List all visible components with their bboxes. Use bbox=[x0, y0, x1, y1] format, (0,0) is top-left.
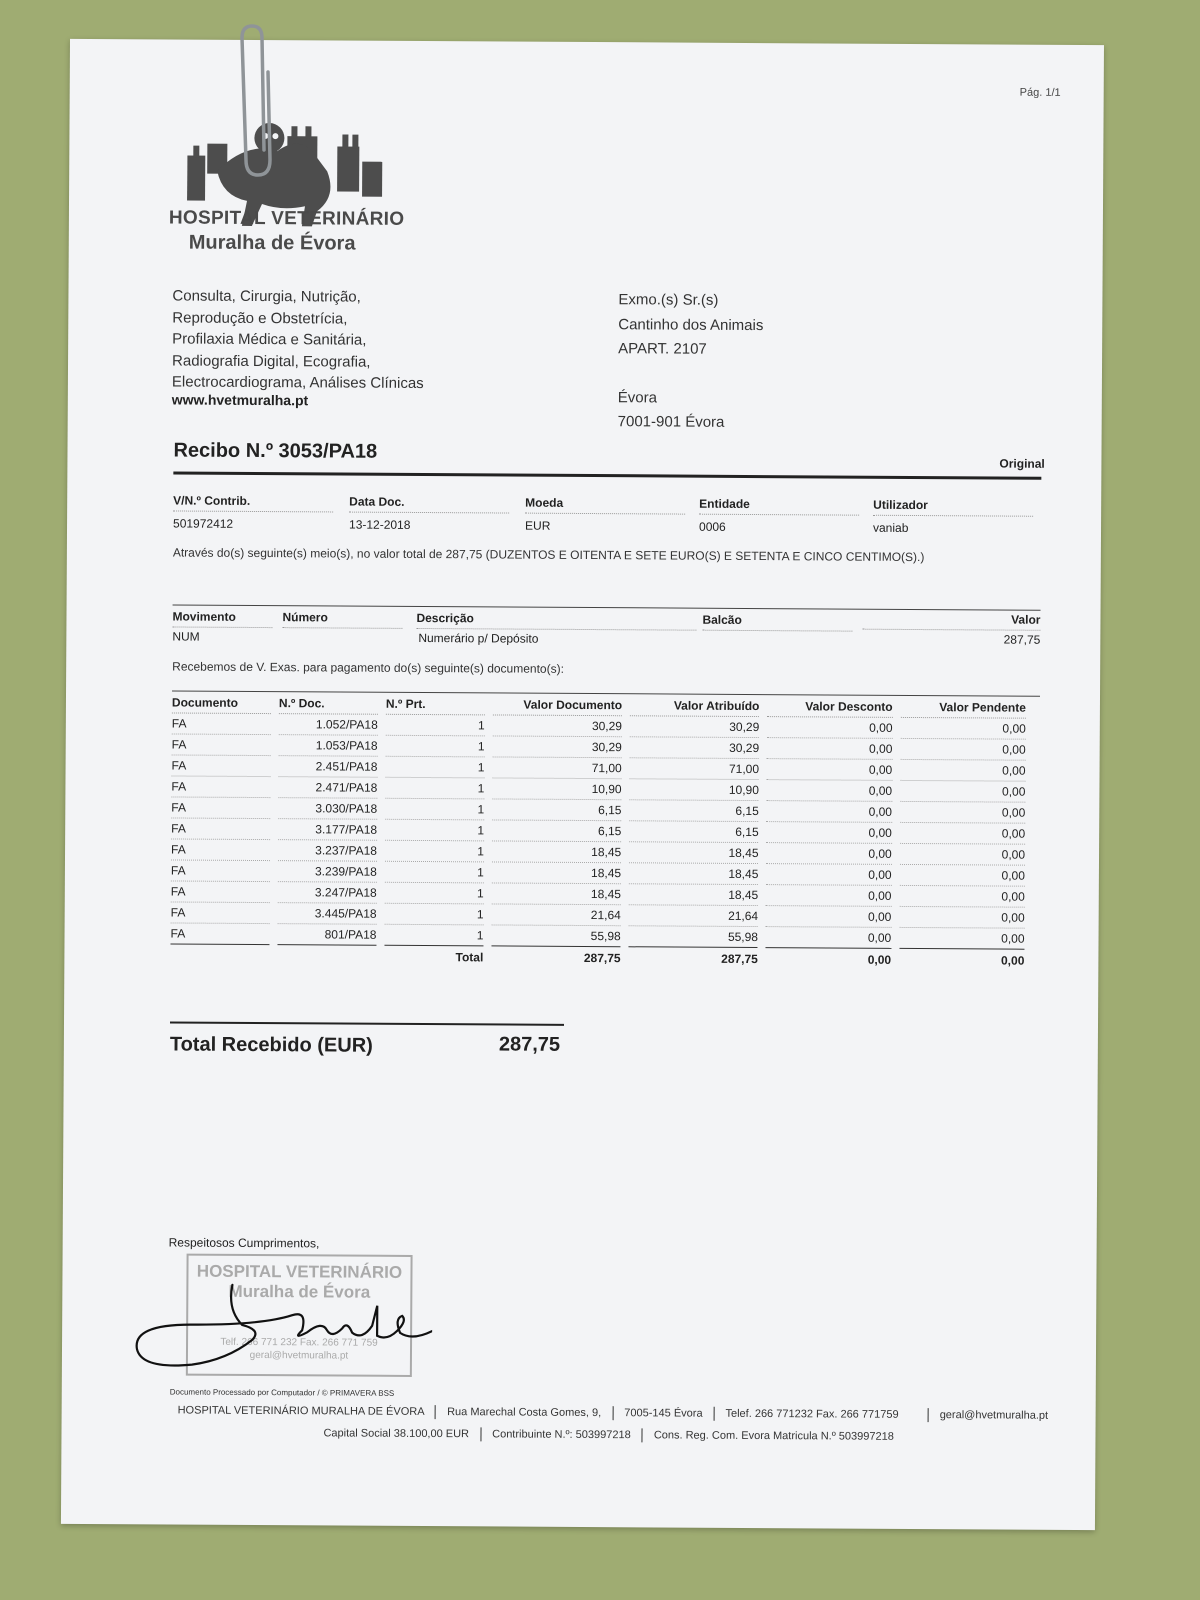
cell-valor-pendente: 0,00 bbox=[900, 718, 1025, 740]
cell-valor-desconto: 0,00 bbox=[767, 822, 892, 844]
footer-company: HOSPITAL VETERINÁRIO MURALHA DE ÉVORA bbox=[177, 1404, 425, 1418]
cell-valor-pendente: 0,00 bbox=[900, 781, 1025, 803]
cell-n-prt: 1 bbox=[385, 883, 484, 905]
col-valor-atribuido: Valor Atribuído bbox=[630, 694, 759, 717]
cell-valor-pendente: 0,00 bbox=[899, 928, 1024, 950]
services-list bbox=[172, 285, 473, 394]
cell-documento: FA bbox=[171, 818, 270, 840]
page-number: Pág. 1/1 bbox=[1019, 86, 1061, 99]
recipient-address bbox=[618, 288, 764, 435]
paperclip-icon bbox=[228, 20, 288, 180]
table-total-row bbox=[170, 944, 1024, 970]
cell-valor-pendente: 0,00 bbox=[899, 886, 1024, 908]
col-valor-documento: Valor Documento bbox=[493, 693, 622, 716]
col-documento: Documento bbox=[172, 691, 271, 714]
total-valor-desconto: 0,00 bbox=[867, 952, 892, 967]
footer-email: geral@hvetmuralha.pt bbox=[939, 1409, 1049, 1422]
recipient-line: 7001-901 Évora bbox=[617, 413, 725, 431]
clinic-name: HOSPITAL VETERINÁRIO bbox=[168, 207, 405, 230]
receipt-paper bbox=[61, 39, 1104, 1530]
cell-n-doc: 3.445/PA18 bbox=[278, 903, 377, 925]
cell-n-doc: 1.052/PA18 bbox=[279, 714, 378, 736]
cell-valor-desconto: 0,00 bbox=[766, 906, 891, 928]
divider bbox=[170, 1021, 564, 1025]
cell-valor-atribuido: 21,64 bbox=[629, 905, 758, 927]
cell-valor-documento: 55,98 bbox=[491, 925, 620, 947]
closing-text: Respeitosos Cumprimentos, bbox=[168, 1235, 320, 1251]
col-n-prt: N.º Prt. bbox=[386, 693, 485, 716]
clinic-stamp: HOSPITAL VETERINÁRIO Muralha de Évora Telf. 266 771 232 Fax. 266 771 759 geral@hvetmuralha.pt bbox=[186, 1254, 413, 1377]
cell-n-prt: 1 bbox=[386, 715, 485, 737]
cell-valor-documento: 71,00 bbox=[492, 757, 621, 779]
cell-valor-documento: 18,45 bbox=[492, 883, 621, 905]
col-descricao: Descrição bbox=[416, 611, 696, 631]
cell-n-doc: 3.237/PA18 bbox=[278, 840, 377, 862]
cell-n-doc: 3.247/PA18 bbox=[278, 882, 377, 904]
col-n-doc: N.º Doc. bbox=[279, 692, 378, 715]
copy-label: Original bbox=[999, 456, 1045, 471]
cell-n-doc: 3.177/PA18 bbox=[278, 819, 377, 841]
service-line: Profilaxia Médica e Sanitária, bbox=[172, 330, 367, 349]
service-line: Consulta, Cirurgia, Nutrição, bbox=[172, 287, 361, 306]
cell-valor-atribuido: 6,15 bbox=[629, 800, 758, 822]
cell-valor-atribuido: 18,45 bbox=[629, 884, 758, 906]
col-balcao: Balcão bbox=[702, 613, 852, 632]
cell-documento: FA bbox=[171, 881, 270, 903]
cell-valor-desconto: 0,00 bbox=[767, 759, 892, 781]
footer-line-1 bbox=[178, 1404, 1049, 1423]
cell-valor-desconto: 0,00 bbox=[766, 885, 891, 907]
cell-n-doc: 3.030/PA18 bbox=[278, 798, 377, 820]
signature bbox=[132, 1269, 433, 1391]
cell-n-doc: 1.053/PA18 bbox=[279, 735, 378, 757]
cell-documento: FA bbox=[172, 713, 271, 735]
recipient-line: APART. 2107 bbox=[618, 340, 707, 358]
cell-n-doc: 3.239/PA18 bbox=[278, 861, 377, 883]
cell-valor-documento: 6,15 bbox=[492, 799, 621, 821]
movement-table bbox=[172, 604, 1040, 650]
field-contrib: V/N.º Contrib. 501972412 bbox=[173, 493, 333, 531]
cell-valor-documento: 18,45 bbox=[492, 841, 621, 863]
field-entity: Entidade 0006 bbox=[699, 497, 859, 535]
cell-valor-atribuido: 30,29 bbox=[630, 716, 759, 738]
cell-documento: FA bbox=[171, 797, 270, 819]
cell-valor-atribuido: 18,45 bbox=[629, 842, 758, 864]
footer-phone: Telef. 266 771232 Fax. 266 771759 bbox=[725, 1407, 899, 1421]
cell-valor-pendente: 0,00 bbox=[900, 865, 1025, 887]
cell-valor-atribuido: 10,90 bbox=[630, 779, 759, 801]
cell-valor-pendente: 0,00 bbox=[900, 823, 1025, 845]
cell-documento: FA bbox=[170, 923, 269, 945]
cell-valor-atribuido: 30,29 bbox=[630, 737, 759, 759]
cell-n-prt: 1 bbox=[384, 925, 483, 947]
cell-valor-documento: 30,29 bbox=[493, 715, 622, 737]
footer-street: Rua Marechal Costa Gomes, 9, bbox=[447, 1406, 602, 1420]
documents-table bbox=[162, 691, 1034, 970]
col-valor-desconto: Valor Desconto bbox=[767, 695, 892, 718]
col-numero: Número bbox=[282, 610, 402, 629]
cell-valor-desconto: 0,00 bbox=[766, 927, 891, 949]
recipient-line: Évora bbox=[617, 388, 658, 406]
service-line: Electrocardiograma, Análises Clínicas bbox=[171, 373, 424, 393]
movement-description: Numerário p/ Depósito bbox=[418, 630, 539, 646]
receipt-title: Recibo N.º 3053/PA18 bbox=[173, 439, 378, 463]
divider bbox=[173, 471, 1041, 479]
cell-valor-desconto: 0,00 bbox=[767, 780, 892, 802]
cell-n-prt: 1 bbox=[385, 757, 484, 779]
clinic-subname: Muralha de Évora bbox=[188, 231, 356, 255]
col-movimento: Movimento bbox=[172, 609, 272, 628]
cell-valor-desconto: 0,00 bbox=[767, 801, 892, 823]
amount-in-words: Através do(s) seguinte(s) meio(s), no valor total de 287,75 (DUZENTOS E OITENTA E SETE EURO(S) E SETENTA E CINCO CENTIMO(S).) bbox=[172, 545, 925, 565]
cell-valor-desconto: 0,00 bbox=[766, 843, 891, 865]
field-date: Data Doc. 13-12-2018 bbox=[349, 495, 509, 533]
total-received-label: Total Recebido (EUR) bbox=[169, 1033, 373, 1057]
cell-valor-documento: 21,64 bbox=[492, 904, 621, 926]
cell-valor-desconto: 0,00 bbox=[767, 738, 892, 760]
cell-n-doc: 2.471/PA18 bbox=[278, 777, 377, 799]
cell-n-prt: 1 bbox=[385, 799, 484, 821]
cell-n-doc: 801/PA18 bbox=[277, 924, 376, 946]
cell-documento: FA bbox=[171, 839, 270, 861]
cell-n-doc: 2.451/PA18 bbox=[278, 756, 377, 778]
cell-n-prt: 1 bbox=[385, 862, 484, 884]
total-valor-atribuido: 287,75 bbox=[721, 951, 758, 967]
total-label: Total bbox=[455, 950, 484, 965]
cell-documento: FA bbox=[171, 776, 270, 798]
movement-value: 287,75 bbox=[1003, 632, 1041, 647]
total-received-value: 287,75 bbox=[498, 1033, 561, 1056]
cell-valor-pendente: 0,00 bbox=[900, 739, 1025, 761]
service-line: Reprodução e Obstetrícia, bbox=[172, 308, 348, 328]
recipient-line: Exmo.(s) Sr.(s) bbox=[618, 291, 719, 309]
cell-documento: FA bbox=[172, 734, 271, 756]
recipient-line: Cantinho dos Animais bbox=[618, 315, 764, 334]
cell-valor-pendente: 0,00 bbox=[900, 844, 1025, 866]
cell-valor-documento: 18,45 bbox=[492, 862, 621, 884]
cell-valor-documento: 6,15 bbox=[492, 820, 621, 842]
cell-valor-atribuido: 55,98 bbox=[629, 926, 758, 948]
documents-intro: Recebemos de V. Exas. para pagamento do(s) seguinte(s) documento(s): bbox=[172, 659, 564, 676]
footer-postal: 7005-145 Évora bbox=[624, 1407, 703, 1420]
footer-registry: Cons. Reg. Com. Evora Matricula N.º 503997218 bbox=[653, 1429, 894, 1443]
cell-valor-atribuido: 18,45 bbox=[629, 863, 758, 885]
field-user: Utilizador vaniab bbox=[873, 498, 1033, 536]
field-currency: Moeda EUR bbox=[525, 496, 685, 534]
cell-documento: FA bbox=[171, 902, 270, 924]
cell-documento: FA bbox=[172, 755, 271, 777]
col-valor-pendente: Valor Pendente bbox=[901, 696, 1026, 719]
cell-n-prt: 1 bbox=[386, 736, 485, 758]
cell-valor-atribuido: 6,15 bbox=[629, 821, 758, 843]
col-valor: Valor bbox=[862, 612, 1040, 631]
service-line: Radiografia Digital, Ecografia, bbox=[171, 351, 371, 371]
cell-documento: FA bbox=[171, 860, 270, 882]
cell-n-prt: 1 bbox=[385, 778, 484, 800]
cell-valor-documento: 30,29 bbox=[493, 736, 622, 758]
total-valor-pendente: 0,00 bbox=[1000, 953, 1025, 968]
cell-valor-pendente: 0,00 bbox=[899, 907, 1024, 929]
cell-valor-pendente: 0,00 bbox=[900, 802, 1025, 824]
header-fields bbox=[173, 493, 1041, 535]
total-valor-documento: 287,75 bbox=[583, 950, 621, 966]
footer-nif: Contribuinte N.º: 503997218 bbox=[492, 1428, 631, 1442]
footer-processed: Documento Processado por Computador / © PRIMAVERA BSS bbox=[169, 1387, 395, 1398]
footer-capital: Capital Social 38.100,00 EUR bbox=[323, 1427, 470, 1441]
clinic-website: www.hvetmuralha.pt bbox=[171, 391, 309, 409]
movement-type: NUM bbox=[172, 629, 200, 644]
cell-valor-desconto: 0,00 bbox=[767, 717, 892, 739]
cell-valor-pendente: 0,00 bbox=[900, 760, 1025, 782]
cell-n-prt: 1 bbox=[385, 904, 484, 926]
footer-line-2 bbox=[323, 1426, 893, 1443]
cell-n-prt: 1 bbox=[385, 820, 484, 842]
cell-n-prt: 1 bbox=[385, 841, 484, 863]
cell-valor-documento: 10,90 bbox=[492, 778, 621, 800]
cell-valor-atribuido: 71,00 bbox=[630, 758, 759, 780]
cell-valor-desconto: 0,00 bbox=[766, 864, 891, 886]
